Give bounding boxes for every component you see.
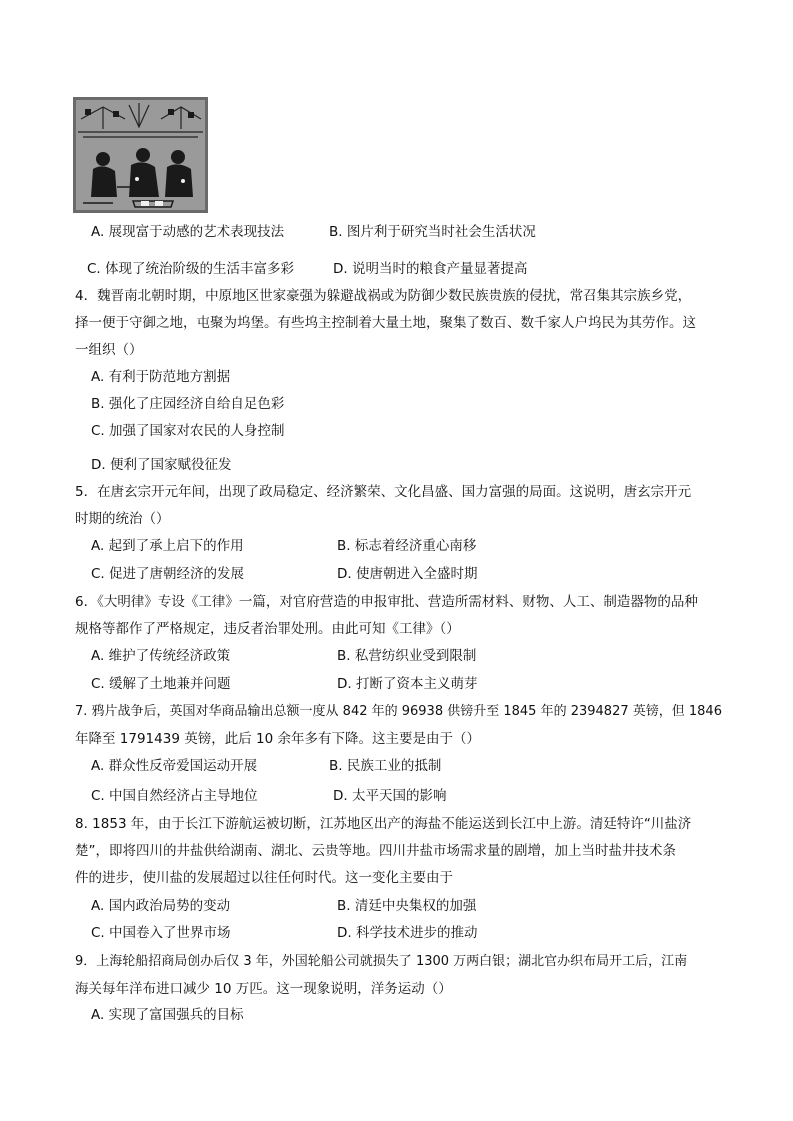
q6-option-d: D. 打断了资本主义萌芽 (337, 676, 478, 692)
q5-stem-line: 时期的统治（） (75, 511, 170, 527)
q6-option-c: C. 缓解了土地兼并问题 (91, 676, 231, 692)
q4-stem-line: 一组织（） (75, 342, 143, 358)
q8-option-b: B. 清廷中央集权的加强 (337, 898, 477, 914)
q5-option-a: A. 起到了承上启下的作用 (91, 538, 244, 554)
q7-stem-line: 7. 鸦片战争后，英国对华商品输出总额一度从 842 年的 96938 供镑升至 1845 年的 2394827 英镑，但 1846 (75, 704, 722, 719)
q5-stem-line: 5．在唐玄宗开元年间，出现了政局稳定、经济繁荣、文化昌盛、国力富强的局面。这说明，唐玄宗开元 (75, 484, 692, 500)
q8-option-c: C. 中国卷入了世界市场 (91, 925, 231, 941)
q7-option-d: D. 太平天国的影响 (333, 788, 447, 804)
q6-stem-line: 规格等都作了严格规定，违反者治罪处刑。由此可知《工律》（） (75, 621, 460, 637)
q4-option-b: B. 强化了庄园经济自给自足色彩 (91, 396, 285, 412)
q5-option-d: D. 使唐朝进入全盛时期 (337, 566, 478, 582)
q7-option-a: A. 群众性反帝爱国运动开展 (91, 758, 258, 774)
stone-relief-banquet-image (73, 97, 208, 213)
q4-option-c: C. 加强了国家对农民的人身控制 (91, 423, 285, 439)
q8-stem-line: 8. 1853 年，由于长江下游航运被切断，江苏地区出产的海盐不能运送到长江中上游。清廷特许“川盐济 (75, 816, 692, 832)
q8-stem-line: 件的进步，使川盐的发展超过以往任何时代。这一变化主要由于 (75, 870, 453, 886)
q4-option-a: A. 有利于防范地方割据 (91, 369, 231, 385)
q9-stem-line: 海关每年洋布进口减少 10 万匹。这一现象说明，洋务运动（） (75, 981, 452, 997)
q8-option-d: D. 科学技术进步的推动 (337, 925, 478, 941)
q9-stem-line: 9．上海轮船招商局创办后仅 3 年，外国轮船公司就损失了 1300 万两白银；湖北官办织布局开工后，江南 (75, 954, 688, 969)
q7-stem-line: 年降至 1791439 英镑，此后 10 余年多有下降。这主要是由于（） (75, 731, 480, 747)
q7-option-c: C. 中国自然经济占主导地位 (91, 788, 258, 804)
q6-option-a: A. 维护了传统经济政策 (91, 648, 231, 664)
q4-stem-line: 择一便于守御之地，屯聚为坞堡。有些坞主控制着大量土地，聚集了数百、数千家人户坞民为其劳作。这 (75, 315, 696, 331)
q3-option-c: C. 体现了统治阶级的生活丰富多彩 (87, 261, 295, 277)
q8-stem-line: 楚”，即将四川的井盐供给湖南、湖北、云贵等地。四川井盐市场需求量的剧增，加上当时盐井技术条 (75, 843, 676, 859)
q4-option-d: D. 便利了国家赋役征发 (91, 457, 232, 473)
q4-stem-line: 4．魏晋南北朝时期，中原地区世家豪强为躲避战祸或为防御少数民族贵族的侵扰，常召集其宗族乡党， (75, 288, 692, 304)
q6-option-b: B. 私营纺织业受到限制 (337, 648, 477, 664)
q8-option-a: A. 国内政治局势的变动 (91, 898, 231, 914)
q9-option-a: A. 实现了富国强兵的目标 (91, 1007, 244, 1023)
q3-option-b: B. 图片利于研究当时社会生活状况 (329, 224, 536, 240)
q5-option-c: C. 促进了唐朝经济的发展 (91, 566, 245, 582)
q5-option-b: B. 标志着经济重心南移 (337, 538, 477, 554)
q3-option-a: A. 展现富于动感的艺术表现技法 (91, 224, 285, 240)
q6-stem-line: 6．《大明律》专设《工律》一篇，对官府营造的申报审批、营造所需材料、财物、人工、制造器物的品种 (75, 594, 698, 610)
q7-option-b: B. 民族工业的抵制 (329, 758, 442, 774)
q3-option-d: D. 说明当时的粮食产量显著提高 (333, 261, 528, 277)
